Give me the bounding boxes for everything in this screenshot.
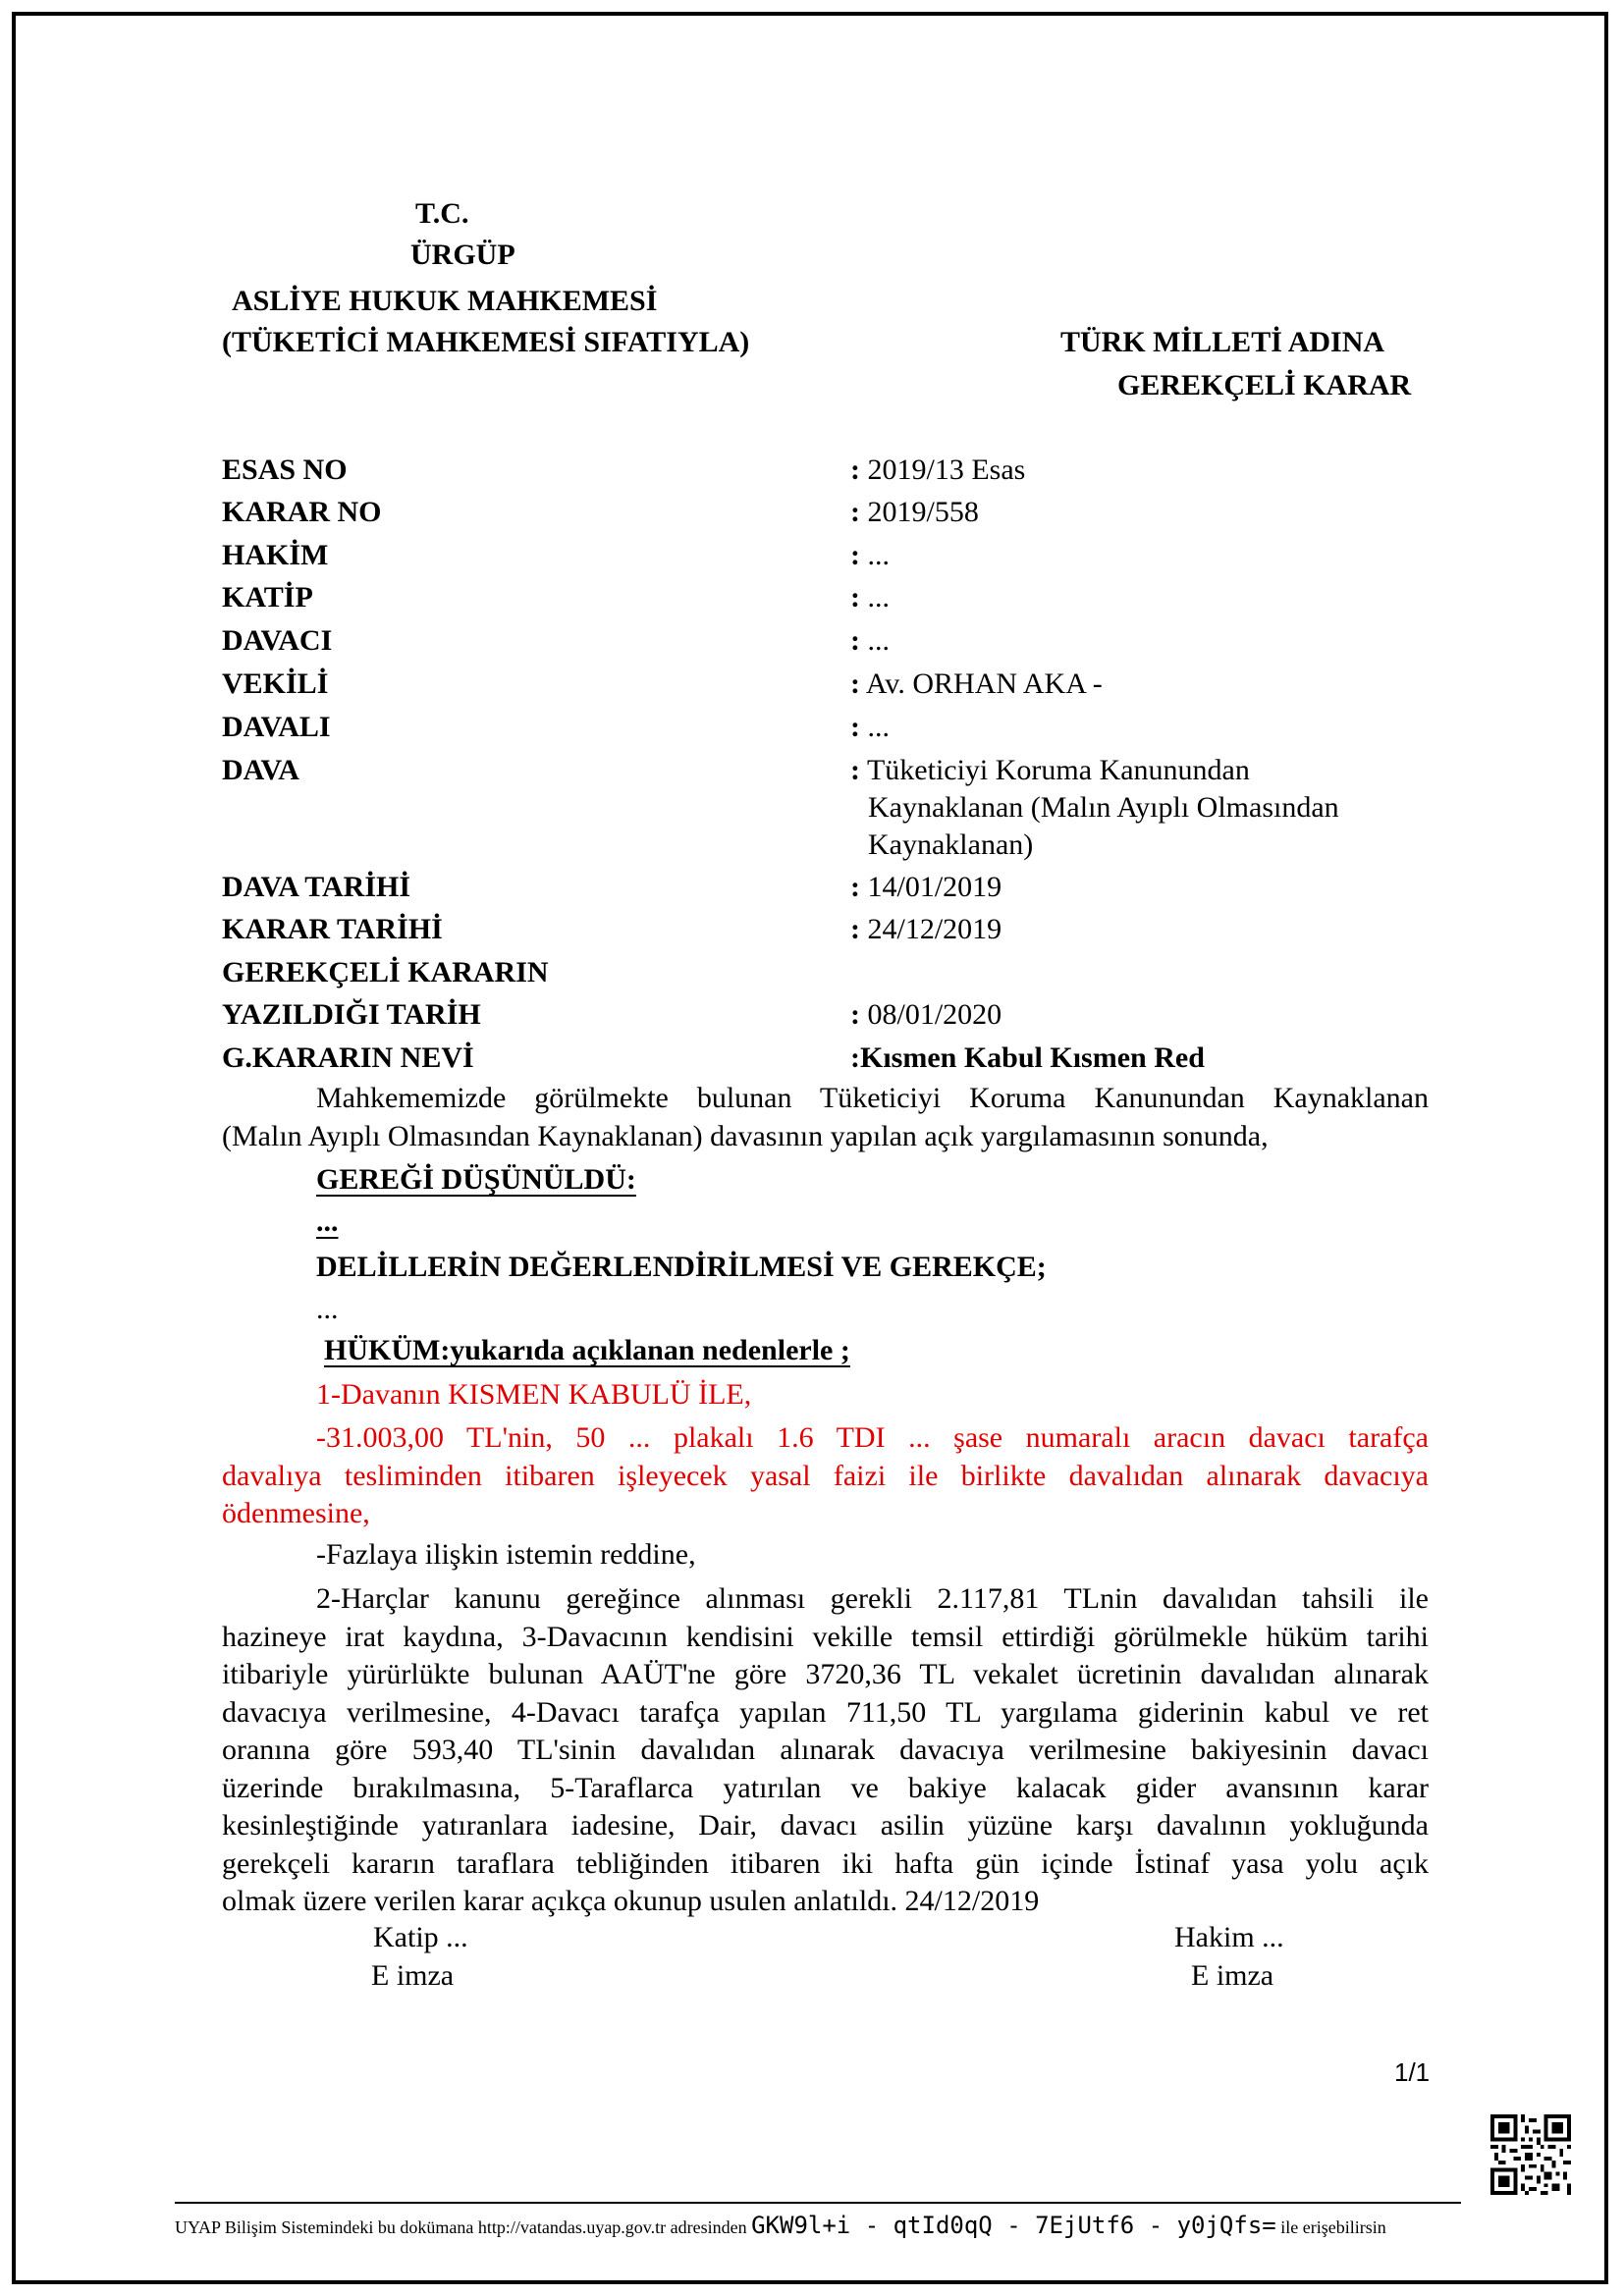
info-label-karar-no: KARAR NO xyxy=(222,496,382,528)
info-label-dava: DAVA xyxy=(222,754,299,786)
info-value-katip: : ... xyxy=(850,581,890,614)
info-value-karar-tarihi: : 24/12/2019 xyxy=(850,913,1002,945)
info-value-davali: : ... xyxy=(850,711,890,743)
intro-line-1: Mahkememizde görülmekte bulunan Tüketiciyi Koruma Kanunundan Kaynaklanan xyxy=(316,1082,1429,1114)
footer-access-code: GKW9l+i - qtId0qQ - 7EjUtf6 - y0jQfs= xyxy=(751,2212,1276,2239)
clerk-e-signature: E imza xyxy=(371,1959,455,1992)
footer-uyap-notice xyxy=(175,2211,1471,2242)
info-value-yazildigi-tarih: : 08/01/2020 xyxy=(850,998,1002,1031)
footer-divider xyxy=(175,2202,1461,2204)
verdict-amount-line-2: davalıya tesliminden itibaren işleyecek yasal faizi ile birlikte davalıdan alınarak davacıya xyxy=(222,1459,1429,1492)
header-city: ÜRGÜP xyxy=(410,239,515,271)
verdict-amount-line-3: ödenmesine, xyxy=(222,1497,370,1529)
header-tc: T.C. xyxy=(415,197,469,230)
verdict-reject: -Fazlaya ilişkin istemin reddine, xyxy=(316,1538,696,1571)
judge-e-signature: E imza xyxy=(1191,1959,1274,1992)
verdict-rest-line-1: 2-Harçlar kanunu gereğince alınması gerekli 2.117,81 TLnin davalıdan tahsili ile xyxy=(316,1582,1429,1615)
judge-signature-name: Hakim ... xyxy=(1174,1921,1284,1953)
info-value-karar-no: : 2019/558 xyxy=(850,496,979,528)
verdict-rest-line-7: kesinleştiğinde yatıranlara iadesine, Dair, davacı asilin yüzüne karşı davalının yokluğunda xyxy=(222,1809,1429,1842)
gerei-dusunuldu-text: ... xyxy=(316,1205,339,1238)
header-court-role: (TÜKETİCİ MAHKEMESİ SIFATIYLA) xyxy=(222,326,750,358)
info-label-vekili: VEKİLİ xyxy=(222,667,329,700)
info-label-davali: DAVALI xyxy=(222,711,331,743)
info-label-esas-no: ESAS NO xyxy=(222,454,348,486)
qr-code-icon xyxy=(1490,2114,1571,2195)
info-label-davaci: DAVACI xyxy=(222,624,333,657)
verdict-amount-line-1: -31.003,00 TL'nin, 50 ... plakalı 1.6 TDI ... şase numaralı aracın davacı tarafça xyxy=(316,1421,1429,1454)
verdict-rest-line-2: hazineye irat kaydına, 3-Davacının kendisini vekille temsil ettirdiği görülmekle hüküm tarihi xyxy=(222,1620,1429,1653)
info-value-hakim: : ... xyxy=(850,539,890,571)
info-label-yazildigi-tarih: YAZILDIĞI TARİH xyxy=(222,998,481,1031)
footer-suffix: ile erişebilirsin xyxy=(1280,2217,1386,2237)
info-label-karar-nevi: G.KARARIN NEVİ xyxy=(222,1041,474,1074)
info-label-gerekceli-kararin: GEREKÇELİ KARARIN xyxy=(222,956,549,988)
intro-paragraph xyxy=(222,1080,1429,1155)
info-label-katip: KATİP xyxy=(222,581,313,614)
info-label-karar-tarihi: KARAR TARİHİ xyxy=(222,913,443,945)
verdict-1: 1-Davanın KISMEN KABULÜ İLE, xyxy=(316,1378,752,1411)
verdict-rest-paragraph xyxy=(222,1580,1429,1921)
info-value-dava-tarihi: : 14/01/2019 xyxy=(850,871,1002,903)
info-value-karar-nevi: :Kısmen Kabul Kısmen Red xyxy=(850,1041,1205,1074)
info-label-dava-tarihi: DAVA TARİHİ xyxy=(222,871,411,903)
info-label-hakim: HAKİM xyxy=(222,539,329,571)
verdict-rest-line-4: davacıya verilmesine, 4-Davacı tarafça yapılan 711,50 TL yargılama giderinin kabul ve ret xyxy=(222,1695,1429,1729)
info-value-dava-line-1: : Tüketiciyi Koruma Kanunundan xyxy=(850,754,1250,786)
deliller-text: ... xyxy=(316,1293,339,1325)
info-value-dava-line-2: Kaynaklanan (Malın Ayıplı Olmasından xyxy=(868,791,1339,824)
info-value-davaci: : ... xyxy=(850,624,890,657)
info-value-dava-line-3: Kaynaklanan) xyxy=(868,828,1034,861)
gerei-dusunuldu-heading: GEREĞİ DÜŞÜNÜLDÜ: xyxy=(316,1163,636,1196)
clerk-signature-name: Katip ... xyxy=(373,1921,468,1953)
intro-line-2: (Malın Ayıplı Olmasından Kaynaklanan) davasının yapılan açık yargılamasının sonunda, xyxy=(222,1119,1269,1152)
header-nation: TÜRK MİLLETİ ADINA xyxy=(1060,326,1385,358)
header-court: ASLİYE HUKUK MAHKEMESİ xyxy=(232,285,658,317)
verdict-rest-line-8: gerekçeli kararın taraflara tebliğinden itibaren iki hafta gün içinde İstinaf yasa yolu açık xyxy=(222,1846,1429,1880)
info-value-vekili: : Av. ORHAN AKA - xyxy=(850,667,1103,700)
verdict-rest-line-6: üzerinde bırakılmasına, 5-Taraflarca yatırılan ve bakiye kalacak gider avansının karar xyxy=(222,1771,1429,1804)
info-value-esas-no: : 2019/13 Esas xyxy=(850,454,1026,486)
deliller-heading: DELİLLERİN DEĞERLENDİRİLMESİ VE GEREKÇE; xyxy=(316,1251,1047,1283)
verdict-rest-line-5: oranına göre 593,40 TL'sinin davalıdan alınarak davacıya verilmesine bakiyesinin davacı xyxy=(222,1734,1429,1766)
hukum-heading: HÜKÜM:yukarıda açıklanan nedenlerle ; xyxy=(324,1334,850,1366)
footer-prefix: UYAP Bilişim Sistemindeki bu dokümana http://vatandas.uyap.gov.tr adresinden xyxy=(175,2217,747,2237)
verdict-rest-line-3: itibariyle yürürlükte bulunan AAÜT'ne göre 3720,36 TL vekalet ücretinin davalıdan alınarak xyxy=(222,1658,1429,1690)
verdict-rest-line-9: olmak üzere verilen karar açıkça okunup usulen anlatıldı. 24/12/2019 xyxy=(222,1885,1040,1917)
page-number: 1/1 xyxy=(1394,2057,1431,2087)
header-decision-type: GEREKÇELİ KARAR xyxy=(1117,369,1412,401)
verdict-amount-paragraph xyxy=(222,1419,1429,1533)
